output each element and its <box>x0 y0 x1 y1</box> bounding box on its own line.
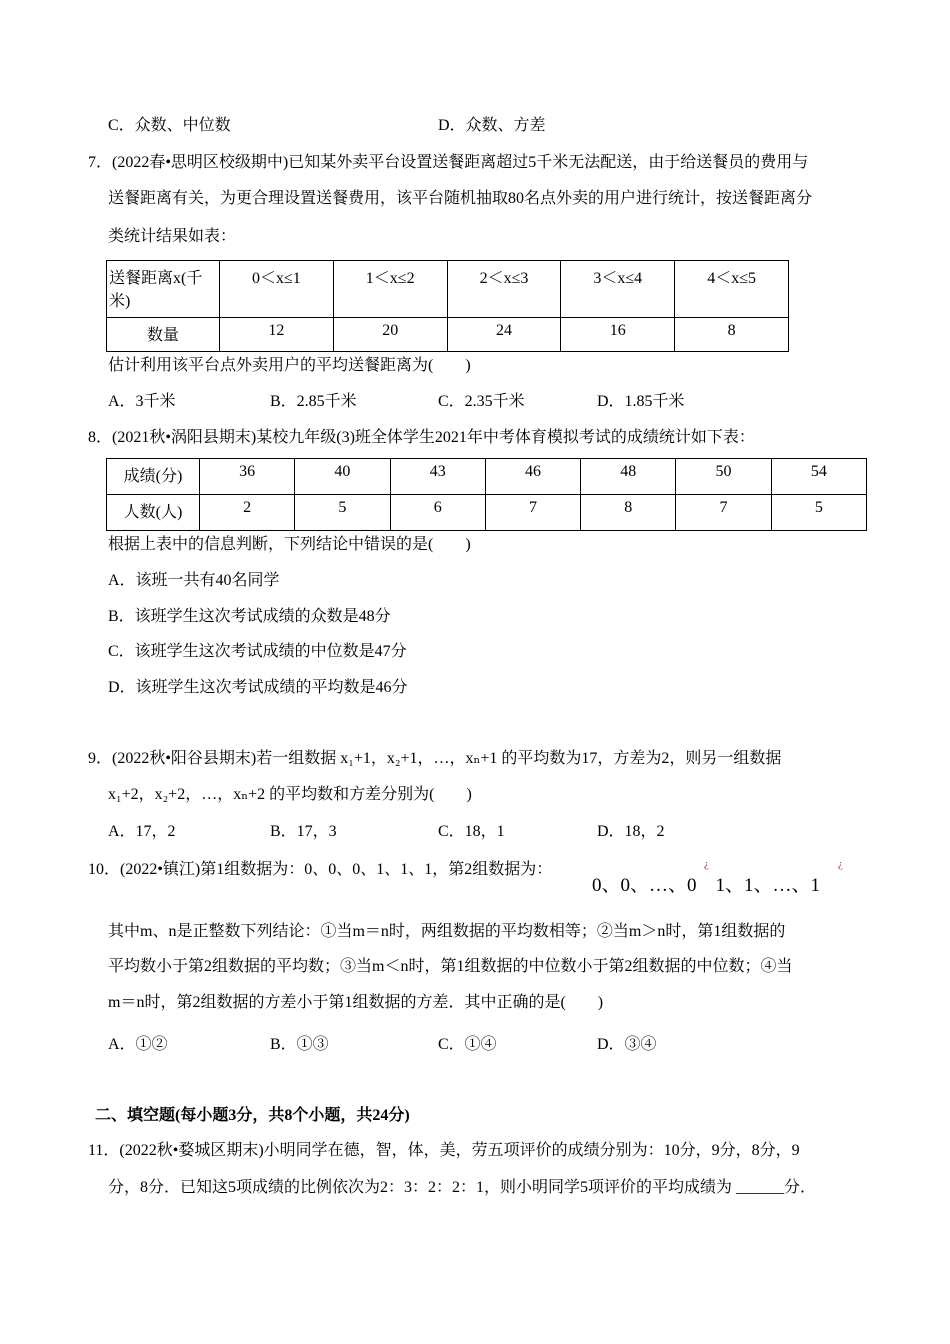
table-cell: 4＜x≤5 <box>675 261 789 318</box>
q7-line1: 7．(2022春•思明区校级期中)已知某外卖平台设置送餐距离超过5千米无法配送，由于给送餐员的费用与 <box>88 154 809 171</box>
table-cell: 8 <box>581 495 676 531</box>
table-cell: 48 <box>581 459 676 495</box>
q10-mark-n: ¿ <box>838 858 843 870</box>
q9-line1: 9．(2022秋•阳谷县期末)若一组数据 x₁+1，x₂+1，…，xₙ+1 的平均数为17，方差为2，则另一组数据 <box>88 750 782 767</box>
q7-option-b: B．2.85千米 <box>270 393 357 410</box>
q7-option-c: C．2.35千米 <box>438 393 525 410</box>
table-cell: 8 <box>675 318 789 352</box>
q6-option-c: C．众数、中位数 <box>108 117 231 134</box>
table-cell: 20 <box>333 318 447 352</box>
q10-option-a: A．①② <box>108 1036 168 1053</box>
q10-line2: 其中m、n是正整数下列结论：①当m＝n时，两组数据的平均数相等；②当m＞n时，第1组数据的 <box>108 923 786 940</box>
table-cell: 40 <box>295 459 390 495</box>
q8-option-a: A．该班一共有40名同学 <box>108 572 280 589</box>
q8-option-c: C．该班学生这次考试成绩的中位数是47分 <box>108 643 407 660</box>
q8-question: 根据上表中的信息判断，下列结论中错误的是( ) <box>108 536 471 553</box>
q10-option-d: D．③④ <box>597 1036 657 1053</box>
q8-line1: 8．(2021秋•涡阳县期末)某校九年级(3)班全体学生2021年中考体育模拟考试的成绩统计如下表： <box>88 429 755 446</box>
q9-option-a: A．17，2 <box>108 823 176 840</box>
q7-question: 估计利用该平台点外卖用户的平均送餐距离为( ) <box>108 357 471 374</box>
table-cell: 36 <box>200 459 295 495</box>
table-cell: 人数(人) <box>107 495 200 531</box>
q7-option-a: A．3千米 <box>108 393 176 410</box>
table-cell: 0＜x≤1 <box>220 261 334 318</box>
q8-option-d: D．该班学生这次考试成绩的平均数是46分 <box>108 679 408 696</box>
table-cell: 1＜x≤2 <box>333 261 447 318</box>
q7-table <box>106 260 789 352</box>
table-cell: 7 <box>676 495 771 531</box>
q7-line3: 类统计结果如表： <box>108 228 237 245</box>
table-cell: 50 <box>676 459 771 495</box>
table-cell: 7 <box>485 495 580 531</box>
table-cell: 成绩(分) <box>107 459 200 495</box>
table-cell: 送餐距离x(千米) <box>107 261 220 318</box>
table-cell: 46 <box>485 459 580 495</box>
section-heading: 二、填空题(每小题3分，共8个小题，共24分) <box>95 1107 410 1124</box>
q10-line3: 平均数小于第2组数据的平均数；③当m＜n时，第1组数据的中位数小于第2组数据的中位数；④当 <box>108 958 793 975</box>
q10-line4: m＝n时，第2组数据的方差小于第1组数据的方差．其中正确的是( ) <box>108 994 604 1011</box>
table-cell: 24 <box>447 318 561 352</box>
table-cell: 数量 <box>107 318 220 352</box>
q10-group2-data: 0、0、…、0 1、1、…、1 <box>592 875 821 896</box>
table-cell: 2＜x≤3 <box>447 261 561 318</box>
q6-option-d: D．众数、方差 <box>438 117 546 134</box>
table-cell: 16 <box>561 318 675 352</box>
q8-option-b: B．该班学生这次考试成绩的众数是48分 <box>108 608 391 625</box>
q11-line1: 11．(2022秋•婺城区期末)小明同学在德，智，体，美，劳五项评价的成绩分别为：10分，9分，8分，9 <box>88 1142 800 1159</box>
q11-line2: 分，8分．已知这5项成绩的比例依次为2：3：2：2：1，则小明同学5项评价的平均成绩为 ______分． <box>108 1179 817 1196</box>
table-cell: 54 <box>771 459 866 495</box>
q9-option-c: C．18，1 <box>438 823 505 840</box>
q10-mark-m: ¿ <box>704 858 709 870</box>
q7-option-d: D．1.85千米 <box>597 393 685 410</box>
q9-option-d: D．18，2 <box>597 823 665 840</box>
q10-option-b: B．①③ <box>270 1036 329 1053</box>
table-cell: 5 <box>771 495 866 531</box>
q10-line1: 10．(2022•镇江)第1组数据为：0、0、0、1、1、1，第2组数据为： <box>88 861 553 878</box>
q9-option-b: B．17，3 <box>270 823 337 840</box>
q9-line2: x₁+2，x₂+2，…，xₙ+2 的平均数和方差分别为( ) <box>108 786 472 803</box>
table-cell: 3＜x≤4 <box>561 261 675 318</box>
q8-table <box>106 458 867 531</box>
table-cell: 5 <box>295 495 390 531</box>
q10-option-c: C．①④ <box>438 1036 497 1053</box>
table-cell: 6 <box>390 495 485 531</box>
table-cell: 43 <box>390 459 485 495</box>
q7-line2: 送餐距离有关，为更合理设置送餐费用，该平台随机抽取80名点外卖的用户进行统计，按送餐距离分 <box>108 190 813 207</box>
table-cell: 2 <box>200 495 295 531</box>
table-cell: 12 <box>220 318 334 352</box>
